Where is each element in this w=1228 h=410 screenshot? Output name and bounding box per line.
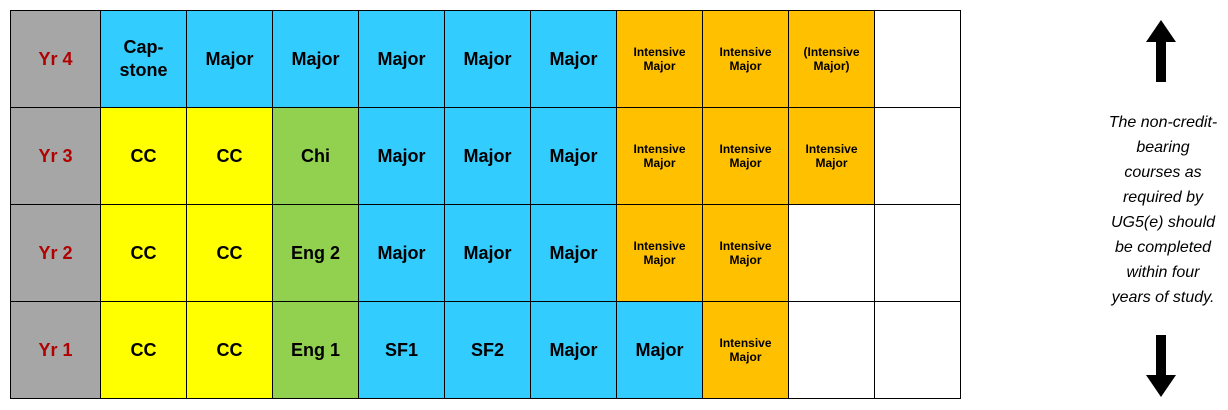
course-cell-cc — [187, 205, 273, 302]
year-label: Yr 3 — [11, 108, 101, 205]
empty-cell — [789, 205, 875, 302]
year-label: Yr 1 — [11, 302, 101, 399]
course-label: CC — [216, 339, 243, 360]
empty-cell — [875, 205, 961, 302]
course-cell-intensive — [617, 108, 703, 205]
year-label: Yr 4 — [11, 11, 101, 108]
course-label: Major — [377, 242, 426, 263]
course-cell-major — [445, 11, 531, 108]
course-cell-major — [445, 108, 531, 205]
course-label: Major — [635, 339, 684, 360]
course-label: Intensive Major — [719, 336, 772, 364]
course-cell-cc — [187, 108, 273, 205]
empty-cell — [789, 302, 875, 399]
empty-cell — [875, 11, 961, 108]
course-label: (Intensive Major) — [803, 45, 860, 73]
course-cell-major — [101, 11, 187, 108]
grid-row — [11, 11, 961, 108]
course-cell-major — [359, 11, 445, 108]
course-label: CC — [216, 145, 243, 166]
course-cell-cc — [101, 302, 187, 399]
course-cell-major — [359, 302, 445, 399]
course-cell-major — [531, 11, 617, 108]
study-plan-grid — [10, 10, 961, 399]
course-cell-intensive — [703, 11, 789, 108]
course-label: Chi — [301, 145, 330, 166]
course-cell-language — [273, 205, 359, 302]
course-label: Major — [291, 48, 340, 69]
course-label: Intensive Major — [719, 142, 772, 170]
course-label: Intensive Major — [633, 45, 686, 73]
course-label: CC — [130, 242, 157, 263]
course-label: Eng 2 — [290, 242, 340, 263]
year-label: Yr 2 — [11, 205, 101, 302]
arrow-up-icon — [1146, 20, 1176, 82]
course-cell-major — [531, 302, 617, 399]
course-label: Major — [463, 48, 512, 69]
course-label: CC — [130, 339, 157, 360]
course-label: Intensive Major — [719, 45, 772, 73]
side-note: The non-credit- bearing courses as required by UG5(e) should be completed within four years of study. — [1108, 114, 1218, 306]
grid-row — [11, 108, 961, 205]
course-label: Intensive Major — [719, 239, 772, 267]
course-cell-language — [273, 108, 359, 205]
course-label: Major — [377, 48, 426, 69]
course-cell-major — [531, 108, 617, 205]
course-label: Major — [549, 242, 598, 263]
course-label: CC — [216, 242, 243, 263]
course-label: Major — [549, 48, 598, 69]
course-label: Cap- stone — [119, 37, 168, 80]
course-cell-intensive — [789, 108, 875, 205]
course-cell-intensive — [789, 11, 875, 108]
course-label: CC — [130, 145, 157, 166]
course-cell-cc — [101, 205, 187, 302]
course-cell-major — [359, 205, 445, 302]
course-label: Major — [377, 145, 426, 166]
course-label: Major — [549, 145, 598, 166]
grid-body — [11, 11, 961, 399]
course-cell-language — [273, 302, 359, 399]
course-cell-intensive — [617, 11, 703, 108]
course-cell-major — [531, 205, 617, 302]
course-label: Major — [463, 145, 512, 166]
course-label: Major — [463, 242, 512, 263]
course-cell-major — [445, 205, 531, 302]
course-label: Major — [205, 48, 254, 69]
course-cell-major — [445, 302, 531, 399]
course-label: Intensive Major — [805, 142, 858, 170]
course-cell-major — [187, 11, 273, 108]
course-label: SF2 — [470, 339, 504, 360]
course-label: Eng 1 — [290, 339, 340, 360]
course-cell-intensive — [703, 205, 789, 302]
empty-cell — [875, 302, 961, 399]
course-cell-intensive — [703, 108, 789, 205]
empty-cell — [875, 108, 961, 205]
course-cell-major — [617, 302, 703, 399]
course-label: Intensive Major — [633, 142, 686, 170]
course-label: Intensive Major — [633, 239, 686, 267]
course-label: SF1 — [384, 339, 418, 360]
grid-row — [11, 205, 961, 302]
course-cell-cc — [187, 302, 273, 399]
grid-row — [11, 302, 961, 399]
course-cell-major — [273, 11, 359, 108]
arrow-down-icon — [1146, 335, 1176, 397]
course-label: Major — [549, 339, 598, 360]
course-cell-major — [359, 108, 445, 205]
course-cell-intensive — [617, 205, 703, 302]
course-cell-cc — [101, 108, 187, 205]
course-cell-intensive — [703, 302, 789, 399]
